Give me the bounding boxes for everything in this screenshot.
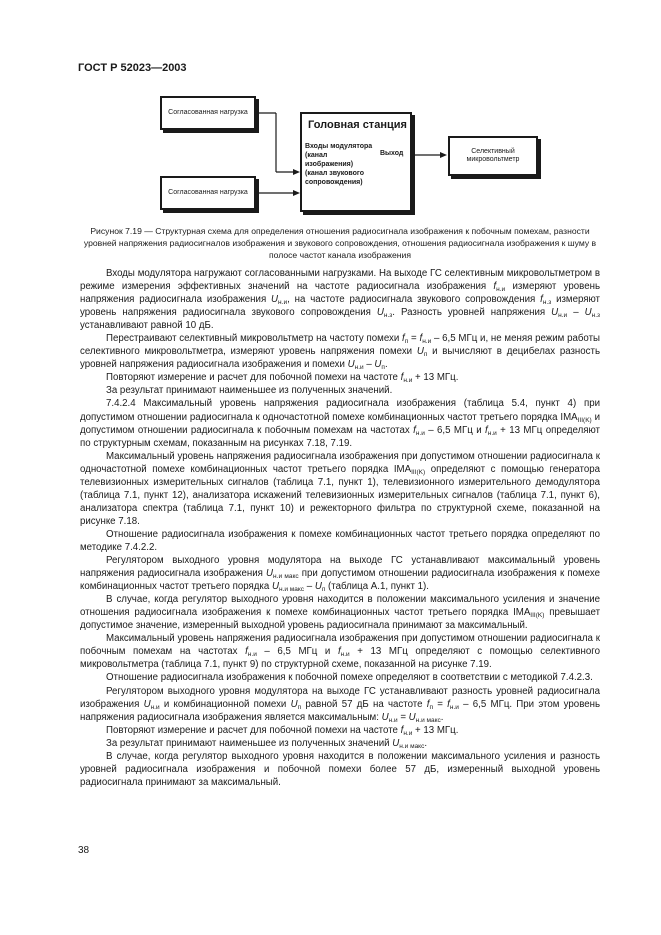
paragraph: Регулятором выходного уровня модулятора на выходе ГС устанавливают разность уровней радиосигнала изображения $U_{н.и}$ и комбинационной помехи $U_п$ равной 57 дБ на частоте $f_п = f_{н.и} - 6,5$ МГц. При этом уровень напряжения радиосигнала изображения является максимальным: $U_{н.и} = U_{н.и макс}$.	[80, 685, 601, 724]
paragraph: Входы модулятора нагружают согласованными нагрузками. На выходе ГС селективным микровольтметром в режиме измерения эффективных значений на частоте радиосигнала изображения $f_{н.и}$ измеряют уровень напряжения радиосигнала изображения $U_{н.и}$, на частоте радиосигнала звукового сопровождения $f_{н.з}$ измеряют уровень напряжения радиосигнала звукового сопровождения $U_{н.з}$. Разность уровней напряжения $U_{н.и} - U_{н.з}$ устанавливают равной 10 дБ.	[80, 268, 600, 332]
paragraph: За результат принимают наименьшее из полученных значений.	[106, 385, 393, 397]
paragraph: Отношение радиосигнала изображения к помехе комбинационных частот третьего порядка определяют по методике 7.4.2.2.	[80, 528, 600, 553]
paragraph: Повторяют измерение и расчет для побочной помехи на частоте $f_{н.и} + 13$ МГц.	[106, 372, 459, 385]
paragraph: Регулятором выходного уровня модулятора на выходе ГС устанавливают максимальный уровень напряжения радиосигнала изображения $U_{н.и макс}$ при допустимом отношении радиосигнала изображения к помехе комбинационных частот третьего порядка $U_{н.и макс} - U_п$ (таблица А.1, пункт 1).	[80, 555, 600, 594]
station-inputs-label: Входы модулятора (канал изображения) (канал звукового сопровождения)	[305, 143, 373, 186]
paragraph: 7.4.2.4 Максимальный уровень напряжения радиосигнала изображения (таблица 5.4, пункт 4) при допустимом отношении радиосигнала к одночастотной помехе комбинационных частот третьего порядка $IMA_{III(K)}$ и допустимом отношении радиосигнала к побочным помехам на частотах $f_{н.и} - 6,5$ МГц и $f_{н.и} + 13$ МГц определяют по структурным схемам, показанным на рисунках 7.18, 7.19.	[80, 398, 600, 449]
body-text	[80, 267, 600, 789]
paragraph: Повторяют измерение и расчет для побочной помехи на частоте $f_{н.и} + 13$ МГц.	[106, 724, 459, 737]
paragraph: За результат принимают наименьшее из полученных значений $U_{н.и макс}$.	[106, 737, 428, 750]
selective-microvoltmeter-box: Селективный микровольтметр	[448, 136, 538, 176]
paragraph: Отношение радиосигнала изображения к побочной помехе определяют в соответствии с методикой 7.4.2.3.	[106, 672, 593, 684]
paragraph: Максимальный уровень напряжения радиосигнала изображения при допустимом отношении радиосигнала к побочным помехам на частотах $f_{н.и} - 6,5$ МГц и $f_{н.и} + 13$ МГц определяют с помощью селективного микровольтметра (таблица 7.1, пункт 9) по структурной схеме, показанной на рисунке 7.19.	[80, 633, 600, 671]
head-station-box	[300, 112, 412, 212]
paragraph: Максимальный уровень напряжения радиосигнала изображения при допустимом отношении радиосигнала к одночастотной помехе комбинационных частот третьего порядка $IMA_{III(K)}$ определяют с помощью генератора телевизионных измерительных сигналов (таблица 7.1, пункт 1), телевизионного измерительного демодулятора (таблица 7.1, пункт 12), анализатора искажений телевизионных измерительных сигналов (таблица 7.1, пункт 6), анализатора спектра (таблица 7.1, пункт 10) и режекторного фильтра по структурной схеме, показанной на рисунке 7.18.	[80, 450, 600, 527]
page-number: 38	[78, 845, 90, 856]
station-output-label: Выход	[380, 150, 404, 157]
matched-load-top: Согласованная нагрузка	[160, 96, 256, 130]
matched-load-bottom: Согласованная нагрузка	[160, 176, 256, 210]
paragraph: В случае, когда регулятор выходного уровня находится в положении максимального усиления и значение отношения радиосигнала изображения к помехе комбинационных частот третьего порядка $IMA_{III(K)}$ превышает допустимое значение, измеренный выходной уровень радиосигнала принимают за максимальный.	[80, 594, 601, 632]
document-header: ГОСТ Р 52023—2003	[78, 62, 187, 74]
station-title: Головная станция	[308, 119, 407, 131]
figure-caption: Рисунок 7.19 — Структурная схема для определения отношения радиосигнала изображения к побочным помехам, разности уровней напряжения радиосигналов изображения и звукового сопровождения, отношения радиосигнала изображения к шуму в полосе частот канала изображения	[83, 226, 597, 260]
paragraph: В случае, когда регулятор выходного уровня находится в положении максимального усиления и разность уровней радиосигнала изображения и побочной помехи более 57 дБ, измеренный выходной уровень радиосигнала принимают за максимальный.	[80, 750, 600, 788]
paragraph: Перестраивают селективный микровольтметр на частоту помехи $f_п = f_{н.и} - 6,5$ МГц и, не меняя режим работы селективного микровольтметра, измеряют уровень напряжения помехи $U_п$ и вычисляют в децибелах разность уровней напряжения радиосигнала изображения и помехи $U_{н.и} - U_п$.	[80, 333, 600, 372]
